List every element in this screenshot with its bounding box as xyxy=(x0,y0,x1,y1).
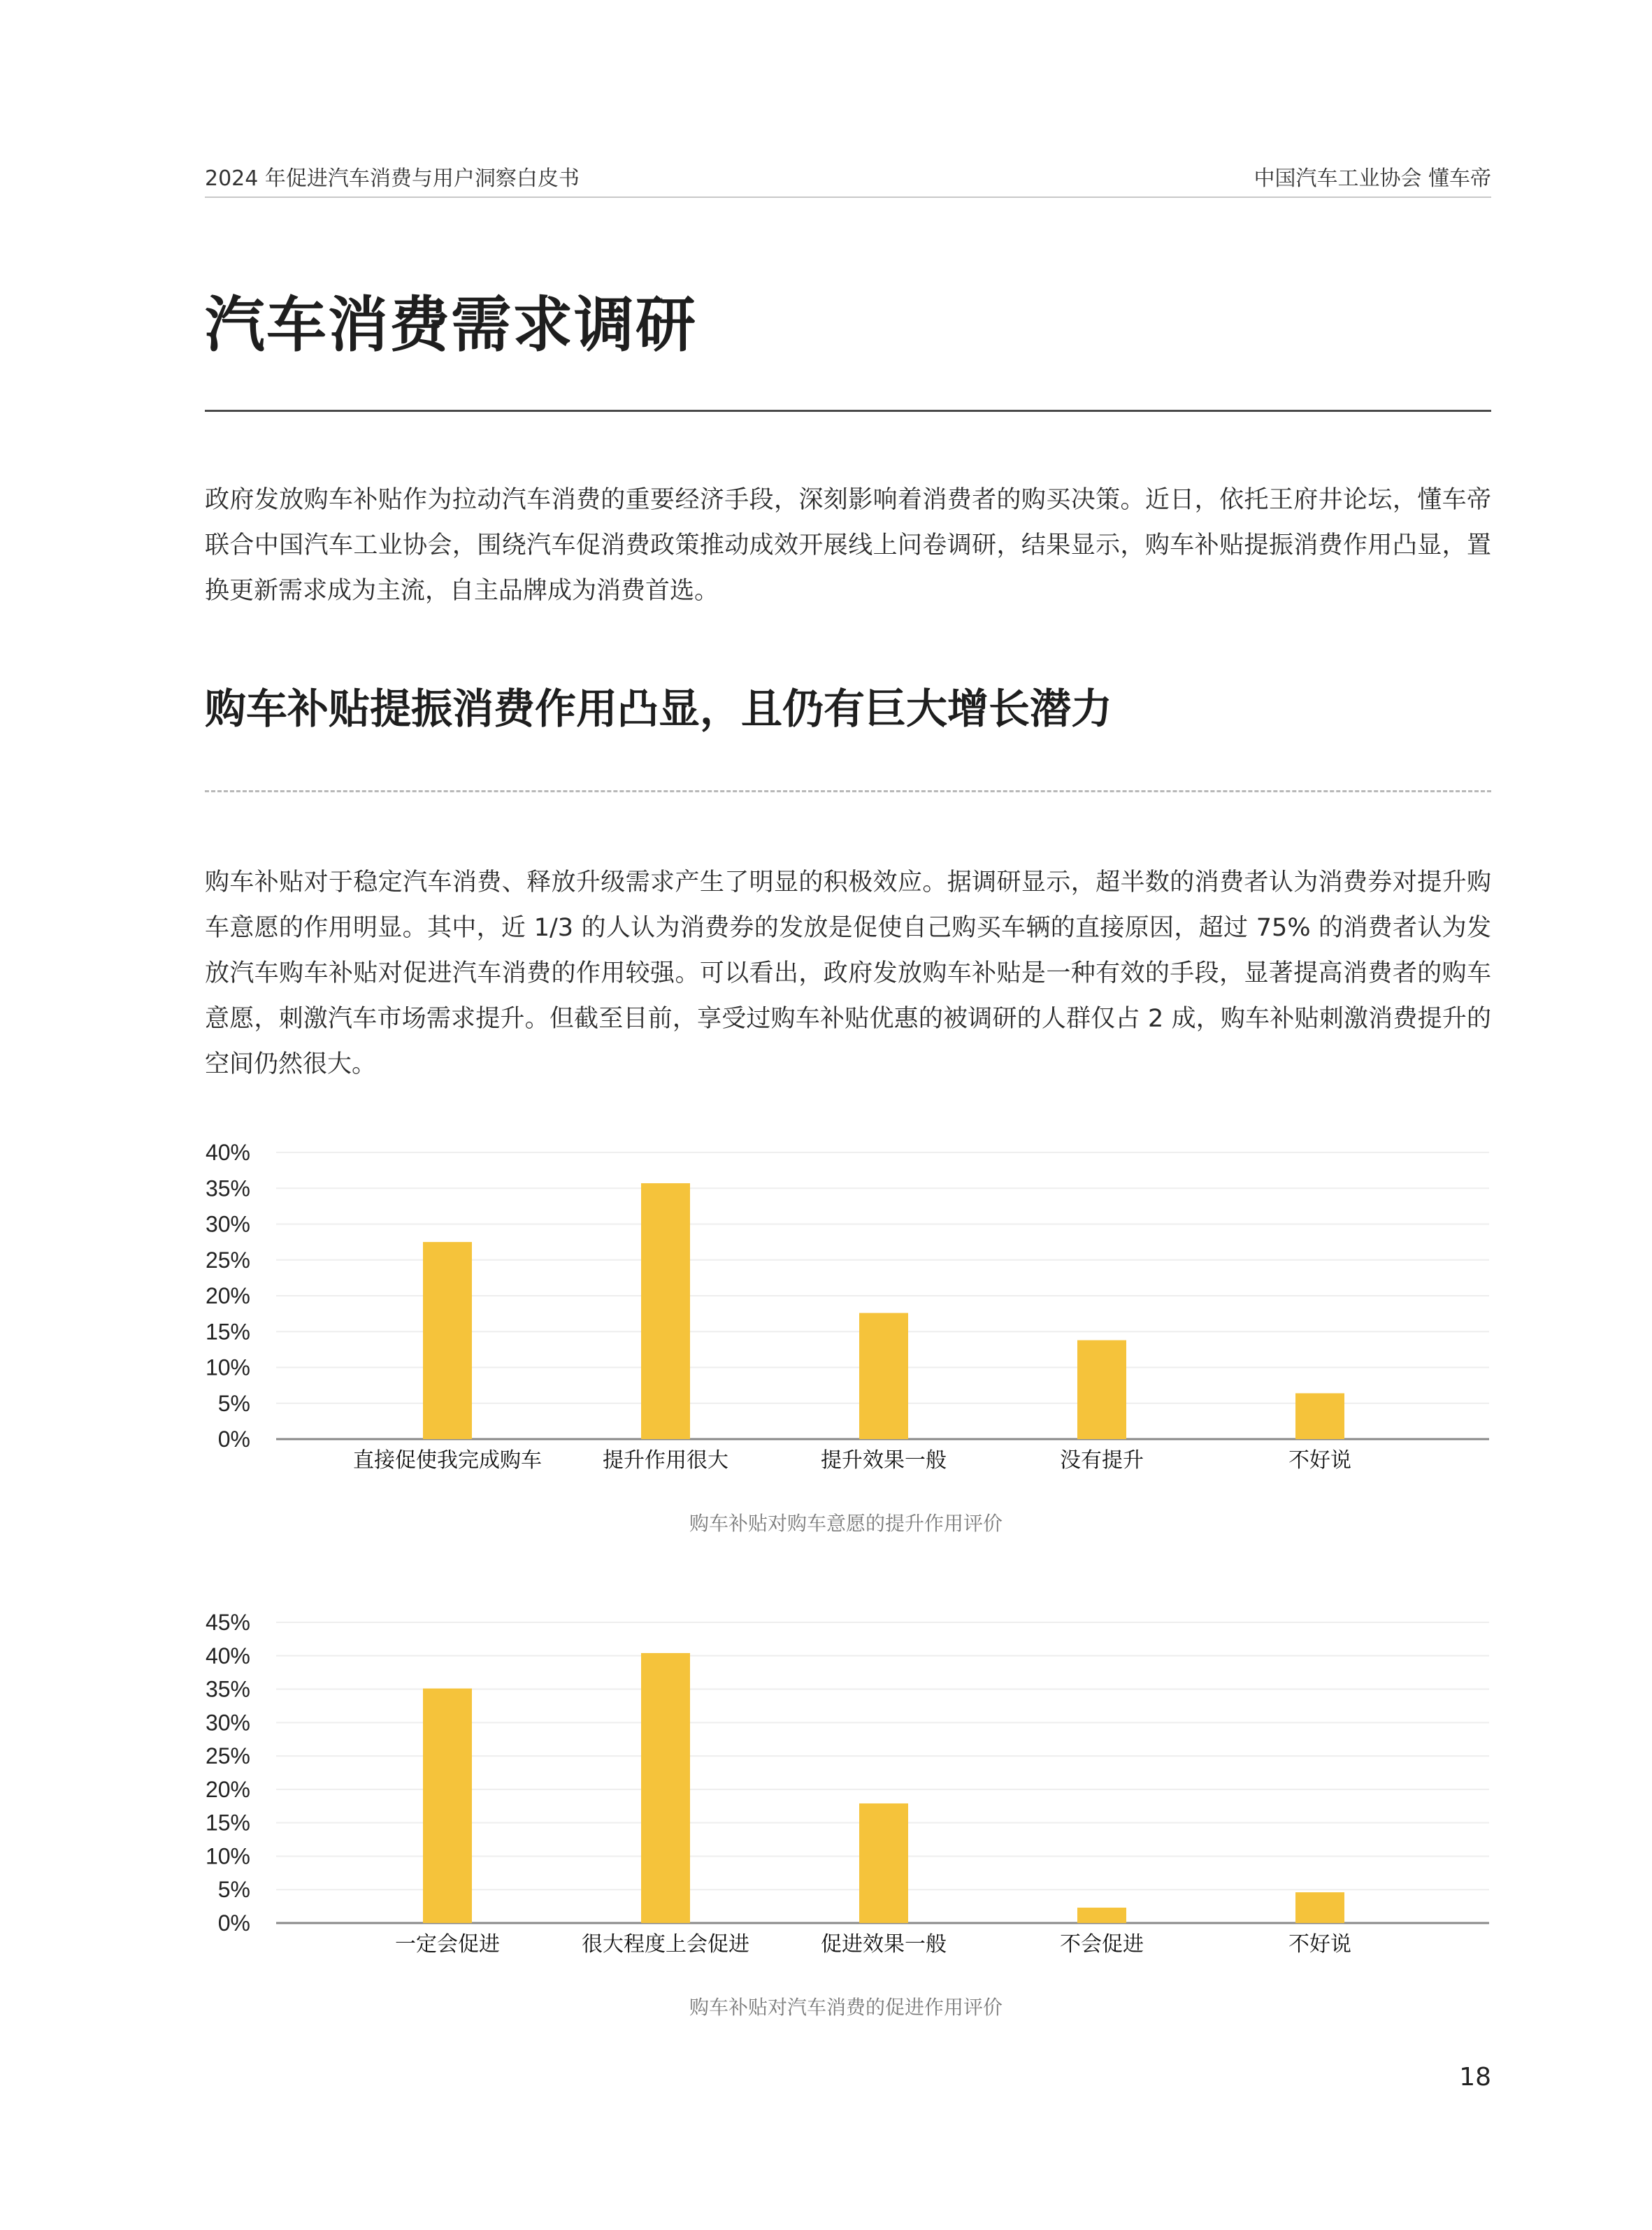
bar xyxy=(423,1242,472,1439)
section-paragraph: 购车补贴对于稳定汽车消费、释放升级需求产生了明显的积极效应。据调研显示，超半数的消费者认为消费券对提升购车意愿的作用明显。其中，近 1/3 的人认为消费券的发放是促使自己购买车辆的直接原因，超过 75% 的消费者认为发放汽车购车补贴对促进汽车消费的作用较强。可以看出，政府发放购车补贴是一种有效的手段，显著提高消费者的购车意愿，刺激汽车市场需求提升。但截至目前，享受过购车补贴优惠的被调研的人群仅占 2 成，购车补贴刺激消费提升的空间仍然很大。 xyxy=(205,869,1491,1078)
bar xyxy=(1077,1341,1126,1439)
x-category-label: 促进效果一般 xyxy=(821,1932,947,1957)
section-dashed-divider xyxy=(205,790,1491,792)
y-tick-label: 5% xyxy=(217,1877,250,1903)
chart-purchase-intent-svg xyxy=(196,1131,1496,1586)
x-category-label: 不会促进 xyxy=(1060,1932,1144,1957)
y-tick-label: 20% xyxy=(205,1776,250,1802)
y-tick-label: 15% xyxy=(205,1810,250,1836)
x-category-label: 直接促使我完成购车 xyxy=(353,1448,542,1473)
y-tick-label: 30% xyxy=(205,1710,250,1736)
y-tick-label: 25% xyxy=(205,1247,250,1273)
y-tick-label: 45% xyxy=(205,1610,250,1635)
y-tick-label: 40% xyxy=(205,1140,250,1165)
bar xyxy=(1077,1908,1126,1923)
y-tick-label: 40% xyxy=(205,1643,250,1668)
x-category-label: 提升作用很大 xyxy=(603,1448,728,1473)
x-category-label: 不好说 xyxy=(1288,1932,1351,1957)
chart-consumption-promotion-svg xyxy=(196,1601,1496,2056)
chart-title: 购车补贴对汽车消费的促进作用评价 xyxy=(689,1996,1003,2019)
y-tick-label: 5% xyxy=(217,1390,250,1416)
chart-consumption-promotion xyxy=(196,1601,1496,2056)
page-number: 18 xyxy=(1459,2063,1491,2092)
bar xyxy=(641,1653,690,1923)
y-tick-label: 25% xyxy=(205,1743,250,1769)
y-tick-label: 0% xyxy=(217,1910,250,1936)
y-tick-label: 30% xyxy=(205,1211,250,1237)
title-divider xyxy=(205,410,1491,412)
y-tick-label: 35% xyxy=(205,1676,250,1702)
x-category-label: 一定会促进 xyxy=(395,1932,500,1957)
y-tick-label: 20% xyxy=(205,1283,250,1308)
chart-purchase-intent xyxy=(196,1131,1496,1586)
intro-paragraph: 政府发放购车补贴作为拉动汽车消费的重要经济手段，深刻影响着消费者的购买决策。近日，依托王府井论坛，懂车帝联合中国汽车工业协会，围绕汽车促消费政策推动成效开展线上问卷调研，结果显示，购车补贴提振消费作用凸显，置换更新需求成为主流，自主品牌成为消费首选。 xyxy=(205,486,1491,605)
page-title: 汽车消费需求调研 xyxy=(205,290,697,360)
section-heading: 购车补贴提振消费作用凸显，且仍有巨大增长潜力 xyxy=(205,685,1113,733)
x-category-label: 不好说 xyxy=(1288,1448,1351,1473)
x-category-label: 提升效果一般 xyxy=(821,1448,947,1473)
bar xyxy=(641,1183,690,1439)
x-category-label: 很大程度上会促进 xyxy=(582,1932,749,1957)
x-category-label: 没有提升 xyxy=(1060,1448,1144,1473)
y-tick-label: 0% xyxy=(217,1427,250,1452)
header-organizations: 中国汽车工业协会 懂车帝 xyxy=(1254,166,1491,191)
y-tick-label: 10% xyxy=(205,1843,250,1869)
chart-title: 购车补贴对购车意愿的提升作用评价 xyxy=(689,1512,1003,1535)
y-tick-label: 15% xyxy=(205,1319,250,1345)
bar xyxy=(859,1803,908,1923)
header-divider xyxy=(205,196,1491,198)
bar xyxy=(1295,1393,1344,1439)
header-title: 2024 年促进汽车消费与用户洞察白皮书 xyxy=(205,166,580,191)
y-tick-label: 35% xyxy=(205,1175,250,1201)
bar xyxy=(423,1689,472,1923)
bar xyxy=(1295,1892,1344,1923)
y-tick-label: 10% xyxy=(205,1355,250,1380)
bar xyxy=(859,1313,908,1439)
